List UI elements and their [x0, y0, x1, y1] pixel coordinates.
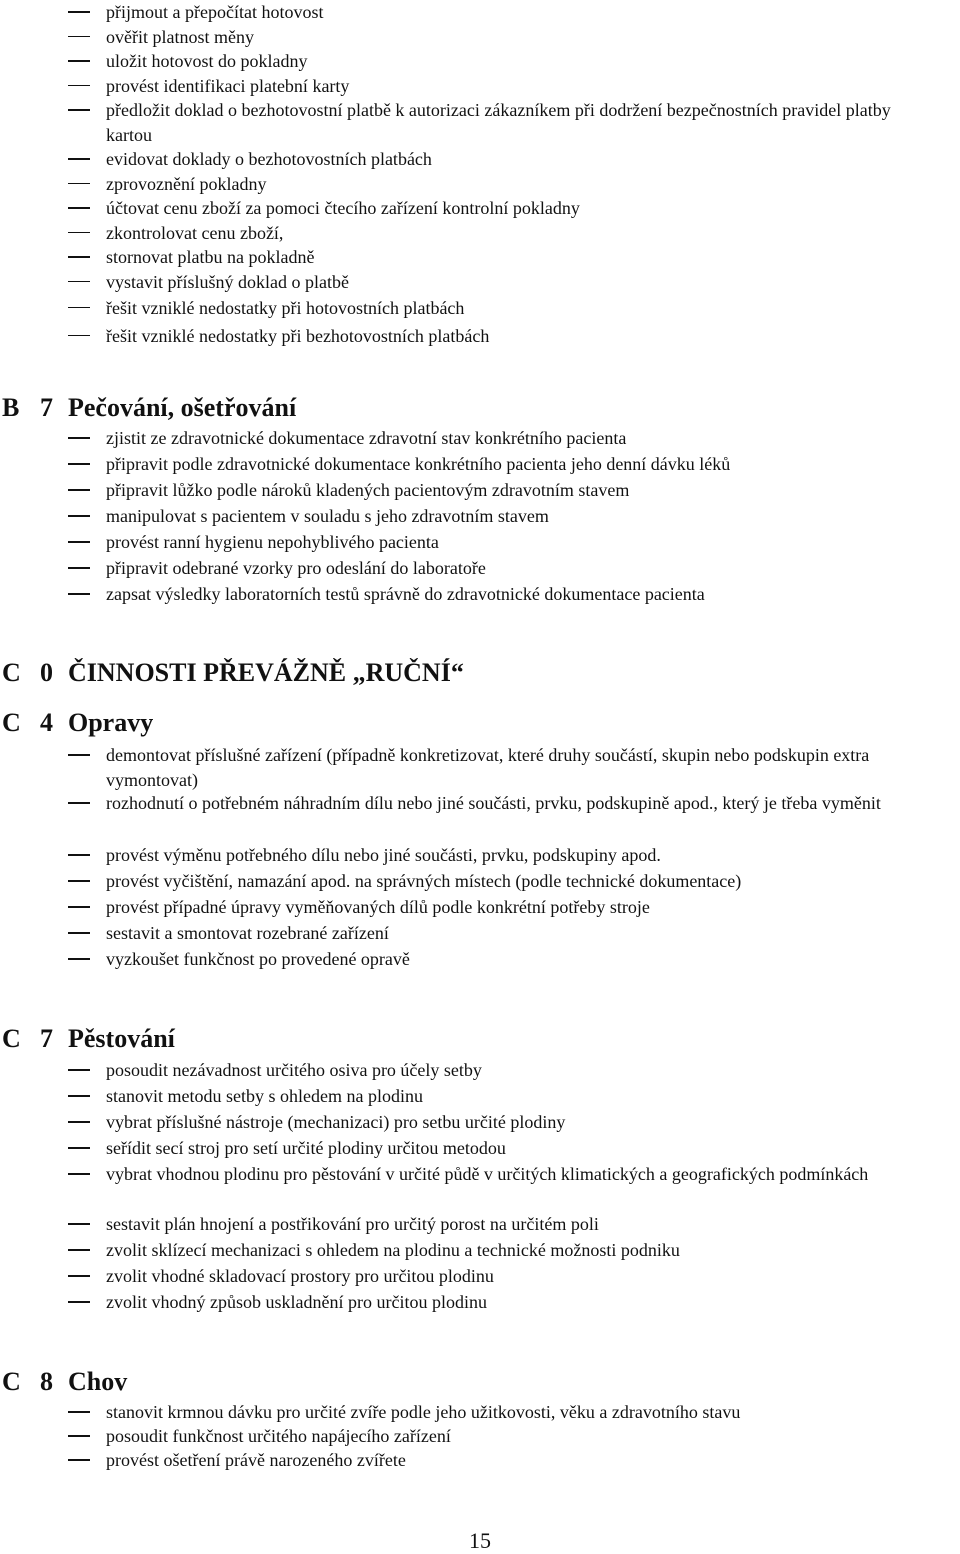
list-item: zjistit ze zdravotnické dokumentace zdravotní stav konkrétního pacienta — [0, 426, 960, 452]
section-letter: C — [2, 658, 21, 687]
section-title: Pěstování — [68, 1024, 175, 1053]
dash-bullet-icon — [68, 880, 90, 882]
list-item: řešit vzniklé nedostatky při bezhotovostních platbách — [0, 324, 960, 352]
list-item: posoudit nezávadnost určitého osiva pro účely setby — [0, 1058, 960, 1084]
list-item: zapsat výsledky laboratorních testů správně do zdravotnické dokumentace pacienta — [0, 582, 960, 608]
dash-bullet-icon — [68, 906, 90, 908]
dash-bullet-icon — [68, 1459, 90, 1461]
section-letter: C — [2, 708, 21, 737]
dash-bullet-icon — [68, 1121, 90, 1123]
list-item: uložit hotovost do pokladny — [0, 49, 960, 74]
dash-bullet-icon — [68, 1069, 90, 1071]
list-item: předložit doklad o bezhotovostní platbě k autorizaci zákazníkem při dodržení bezpečnostních pravidel platby kartou — [0, 98, 960, 147]
list-item: přijmout a přepočítat hotovost — [0, 0, 960, 25]
dash-bullet-icon — [68, 11, 90, 13]
list-item: provést vyčištění, namazání apod. na správných místech (podle technické dokumentace) — [0, 869, 960, 895]
dash-bullet-icon — [68, 232, 90, 234]
section-letter: C — [2, 1024, 21, 1053]
section-letter: C — [2, 1367, 21, 1396]
top-list — [0, 0, 960, 352]
list-item: připravit podle zdravotnické dokumentace konkrétního pacienta jeho denní dávku léků — [0, 452, 960, 478]
dash-bullet-icon — [68, 489, 90, 491]
dash-bullet-icon — [68, 1223, 90, 1225]
list-item: sestavit a smontovat rozebrané zařízení — [0, 921, 960, 947]
dash-bullet-icon — [68, 593, 90, 595]
section-title: Opravy — [68, 708, 154, 737]
dash-bullet-icon — [68, 1249, 90, 1251]
list-item: zvolit sklízecí mechanizaci s ohledem na plodinu a technické možnosti podniku — [0, 1238, 960, 1264]
list-item: vyzkoušet funkčnost po provedené opravě — [0, 947, 960, 973]
list-item: provést případné úpravy vyměňovaných dílů podle konkrétní potřeby stroje — [0, 895, 960, 921]
list-item: zprovoznění pokladny — [0, 172, 960, 197]
dash-bullet-icon — [68, 515, 90, 517]
dash-bullet-icon — [68, 1275, 90, 1277]
list-item: stanovit krmnou dávku pro určité zvíře podle jeho užitkovosti, věku a zdravotního stavu — [0, 1400, 960, 1424]
section-title: ČINNOSTI PŘEVÁŽNĚ „RUČNÍ“ — [68, 658, 464, 687]
dash-bullet-icon — [68, 437, 90, 439]
dash-bullet-icon — [68, 1301, 90, 1303]
dash-bullet-icon — [68, 1173, 90, 1175]
list-item: stornovat platbu na pokladně — [0, 245, 960, 270]
list-item: účtovat cenu zboží za pomoci čtecího zařízení kontrolní pokladny — [0, 196, 960, 221]
list-item: provést ranní hygienu nepohyblivého pacienta — [0, 530, 960, 556]
dash-bullet-icon — [68, 256, 90, 258]
list-item: provést identifikaci platební karty — [0, 74, 960, 99]
section-list — [0, 1400, 960, 1472]
dash-bullet-icon — [68, 541, 90, 543]
dash-bullet-icon — [68, 1147, 90, 1149]
section-title: Chov — [68, 1367, 128, 1396]
list-item: provést výměnu potřebného dílu nebo jiné součásti, prvku, podskupiny apod. — [0, 843, 960, 869]
dash-bullet-icon — [68, 567, 90, 569]
list-item: vybrat příslušné nástroje (mechanizaci) pro setbu určité plodiny — [0, 1110, 960, 1136]
list-item: připravit odebrané vzorky pro odeslání do laboratoře — [0, 556, 960, 582]
dash-bullet-icon — [68, 60, 90, 62]
section-list — [0, 743, 960, 973]
dash-bullet-icon — [68, 958, 90, 960]
dash-bullet-icon — [68, 854, 90, 856]
list-item: zvolit vhodné skladovací prostory pro určitou plodinu — [0, 1264, 960, 1290]
section-number: 4 — [40, 708, 53, 737]
dash-bullet-icon — [68, 207, 90, 209]
dash-bullet-icon — [68, 1095, 90, 1097]
dash-bullet-icon — [68, 109, 90, 111]
list-item: provést ošetření právě narozeného zvířete — [0, 1448, 960, 1472]
dash-bullet-icon — [68, 307, 90, 309]
list-item: rozhodnutí o potřebném náhradním dílu nebo jiné součásti, prvku, podskupině apod., který je třeba vyměnit — [0, 791, 960, 843]
dash-bullet-icon — [68, 36, 90, 38]
list-item: seřídit secí stroj pro setí určité plodiny určitou metodou — [0, 1136, 960, 1162]
section-title: Pečování, ošetřování — [68, 393, 297, 422]
list-item: posoudit funkčnost určitého napájecího zařízení — [0, 1424, 960, 1448]
dash-bullet-icon — [68, 85, 90, 87]
section-number: 8 — [40, 1367, 53, 1396]
list-item: vybrat vhodnou plodinu pro pěstování v určité půdě v určitých klimatických a geografických podmínkách — [0, 1162, 960, 1212]
section-number: 7 — [40, 1024, 53, 1053]
list-item: ověřit platnost měny — [0, 25, 960, 50]
dash-bullet-icon — [68, 281, 90, 283]
list-item: demontovat příslušné zařízení (případně konkretizovat, které druhy součástí, skupin nebo podskupin extra vymontovat) — [0, 743, 960, 791]
list-item: evidovat doklady o bezhotovostních platbách — [0, 147, 960, 172]
section-list — [0, 1058, 960, 1316]
dash-bullet-icon — [68, 802, 90, 804]
section-list — [0, 426, 960, 608]
list-item: stanovit metodu setby s ohledem na plodinu — [0, 1084, 960, 1110]
dash-bullet-icon — [68, 183, 90, 185]
dash-bullet-icon — [68, 158, 90, 160]
page-number: 15 — [469, 1528, 491, 1553]
dash-bullet-icon — [68, 932, 90, 934]
list-item: sestavit plán hnojení a postřikování pro určitý porost na určitém poli — [0, 1212, 960, 1238]
section-number: 0 — [40, 658, 53, 687]
list-item: řešit vzniklé nedostatky při hotovostních platbách — [0, 296, 960, 324]
dash-bullet-icon — [68, 1411, 90, 1413]
list-item: vystavit příslušný doklad o platbě — [0, 270, 960, 296]
list-item: zkontrolovat cenu zboží, — [0, 221, 960, 246]
dash-bullet-icon — [68, 335, 90, 337]
list-item: manipulovat s pacientem v souladu s jeho zdravotním stavem — [0, 504, 960, 530]
section-letter: B — [2, 393, 20, 422]
dash-bullet-icon — [68, 754, 90, 756]
dash-bullet-icon — [68, 1435, 90, 1437]
section-number: 7 — [40, 393, 53, 422]
dash-bullet-icon — [68, 463, 90, 465]
list-item: zvolit vhodný způsob uskladnění pro určitou plodinu — [0, 1290, 960, 1316]
list-item: připravit lůžko podle nároků kladených pacientovým zdravotním stavem — [0, 478, 960, 504]
